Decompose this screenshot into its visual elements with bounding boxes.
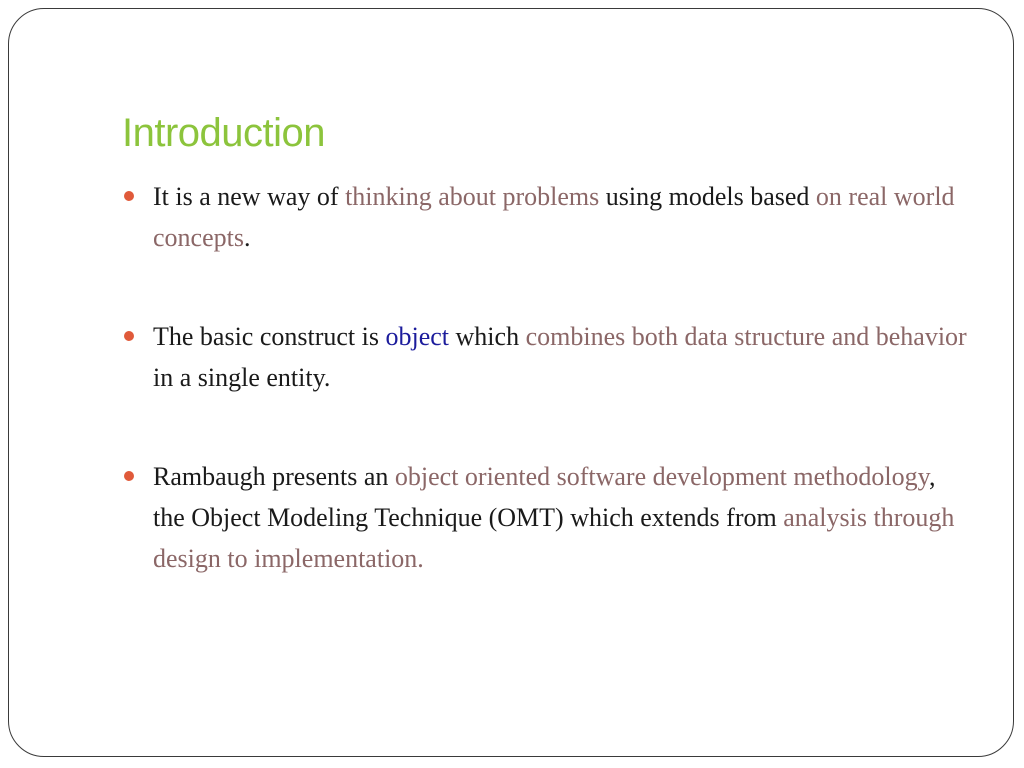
bullet-item-2 xyxy=(122,316,972,398)
bullet-dot-icon xyxy=(124,471,134,481)
bullet-text-plain: , the Object Modeling Technique (OMT) which extends from xyxy=(153,462,936,532)
slide-title: Introduction xyxy=(122,111,326,155)
bullet-item-1 xyxy=(122,176,972,258)
bullet-list xyxy=(122,176,972,579)
bullet-text-plain: which xyxy=(449,322,526,351)
bullet-text-highlight: combines both data structure and behavior xyxy=(525,322,967,351)
bullet-text-plain: in a single entity. xyxy=(153,363,331,392)
bullet-item-3 xyxy=(122,456,972,579)
bullet-text-highlight: analysis through design to implementation. xyxy=(153,503,955,573)
bullet-text-plain: Rambaugh presents an xyxy=(153,462,395,491)
bullet-text-plain: It is a new way of xyxy=(153,182,346,211)
bullet-text-highlight: object oriented software development methodology xyxy=(394,462,929,491)
bullet-text-emphasis: object xyxy=(385,322,450,351)
bullet-dot-icon xyxy=(124,331,134,341)
bullet-text-plain: . xyxy=(243,223,251,252)
bullet-dot-icon xyxy=(124,191,134,201)
slide-frame xyxy=(8,8,1014,757)
bullet-text-highlight: thinking about problems xyxy=(345,182,600,211)
bullet-text-highlight: on real world concepts xyxy=(153,182,955,252)
bullet-text-plain: The basic construct is xyxy=(153,322,386,351)
bullet-text-plain: using models based xyxy=(599,182,816,211)
